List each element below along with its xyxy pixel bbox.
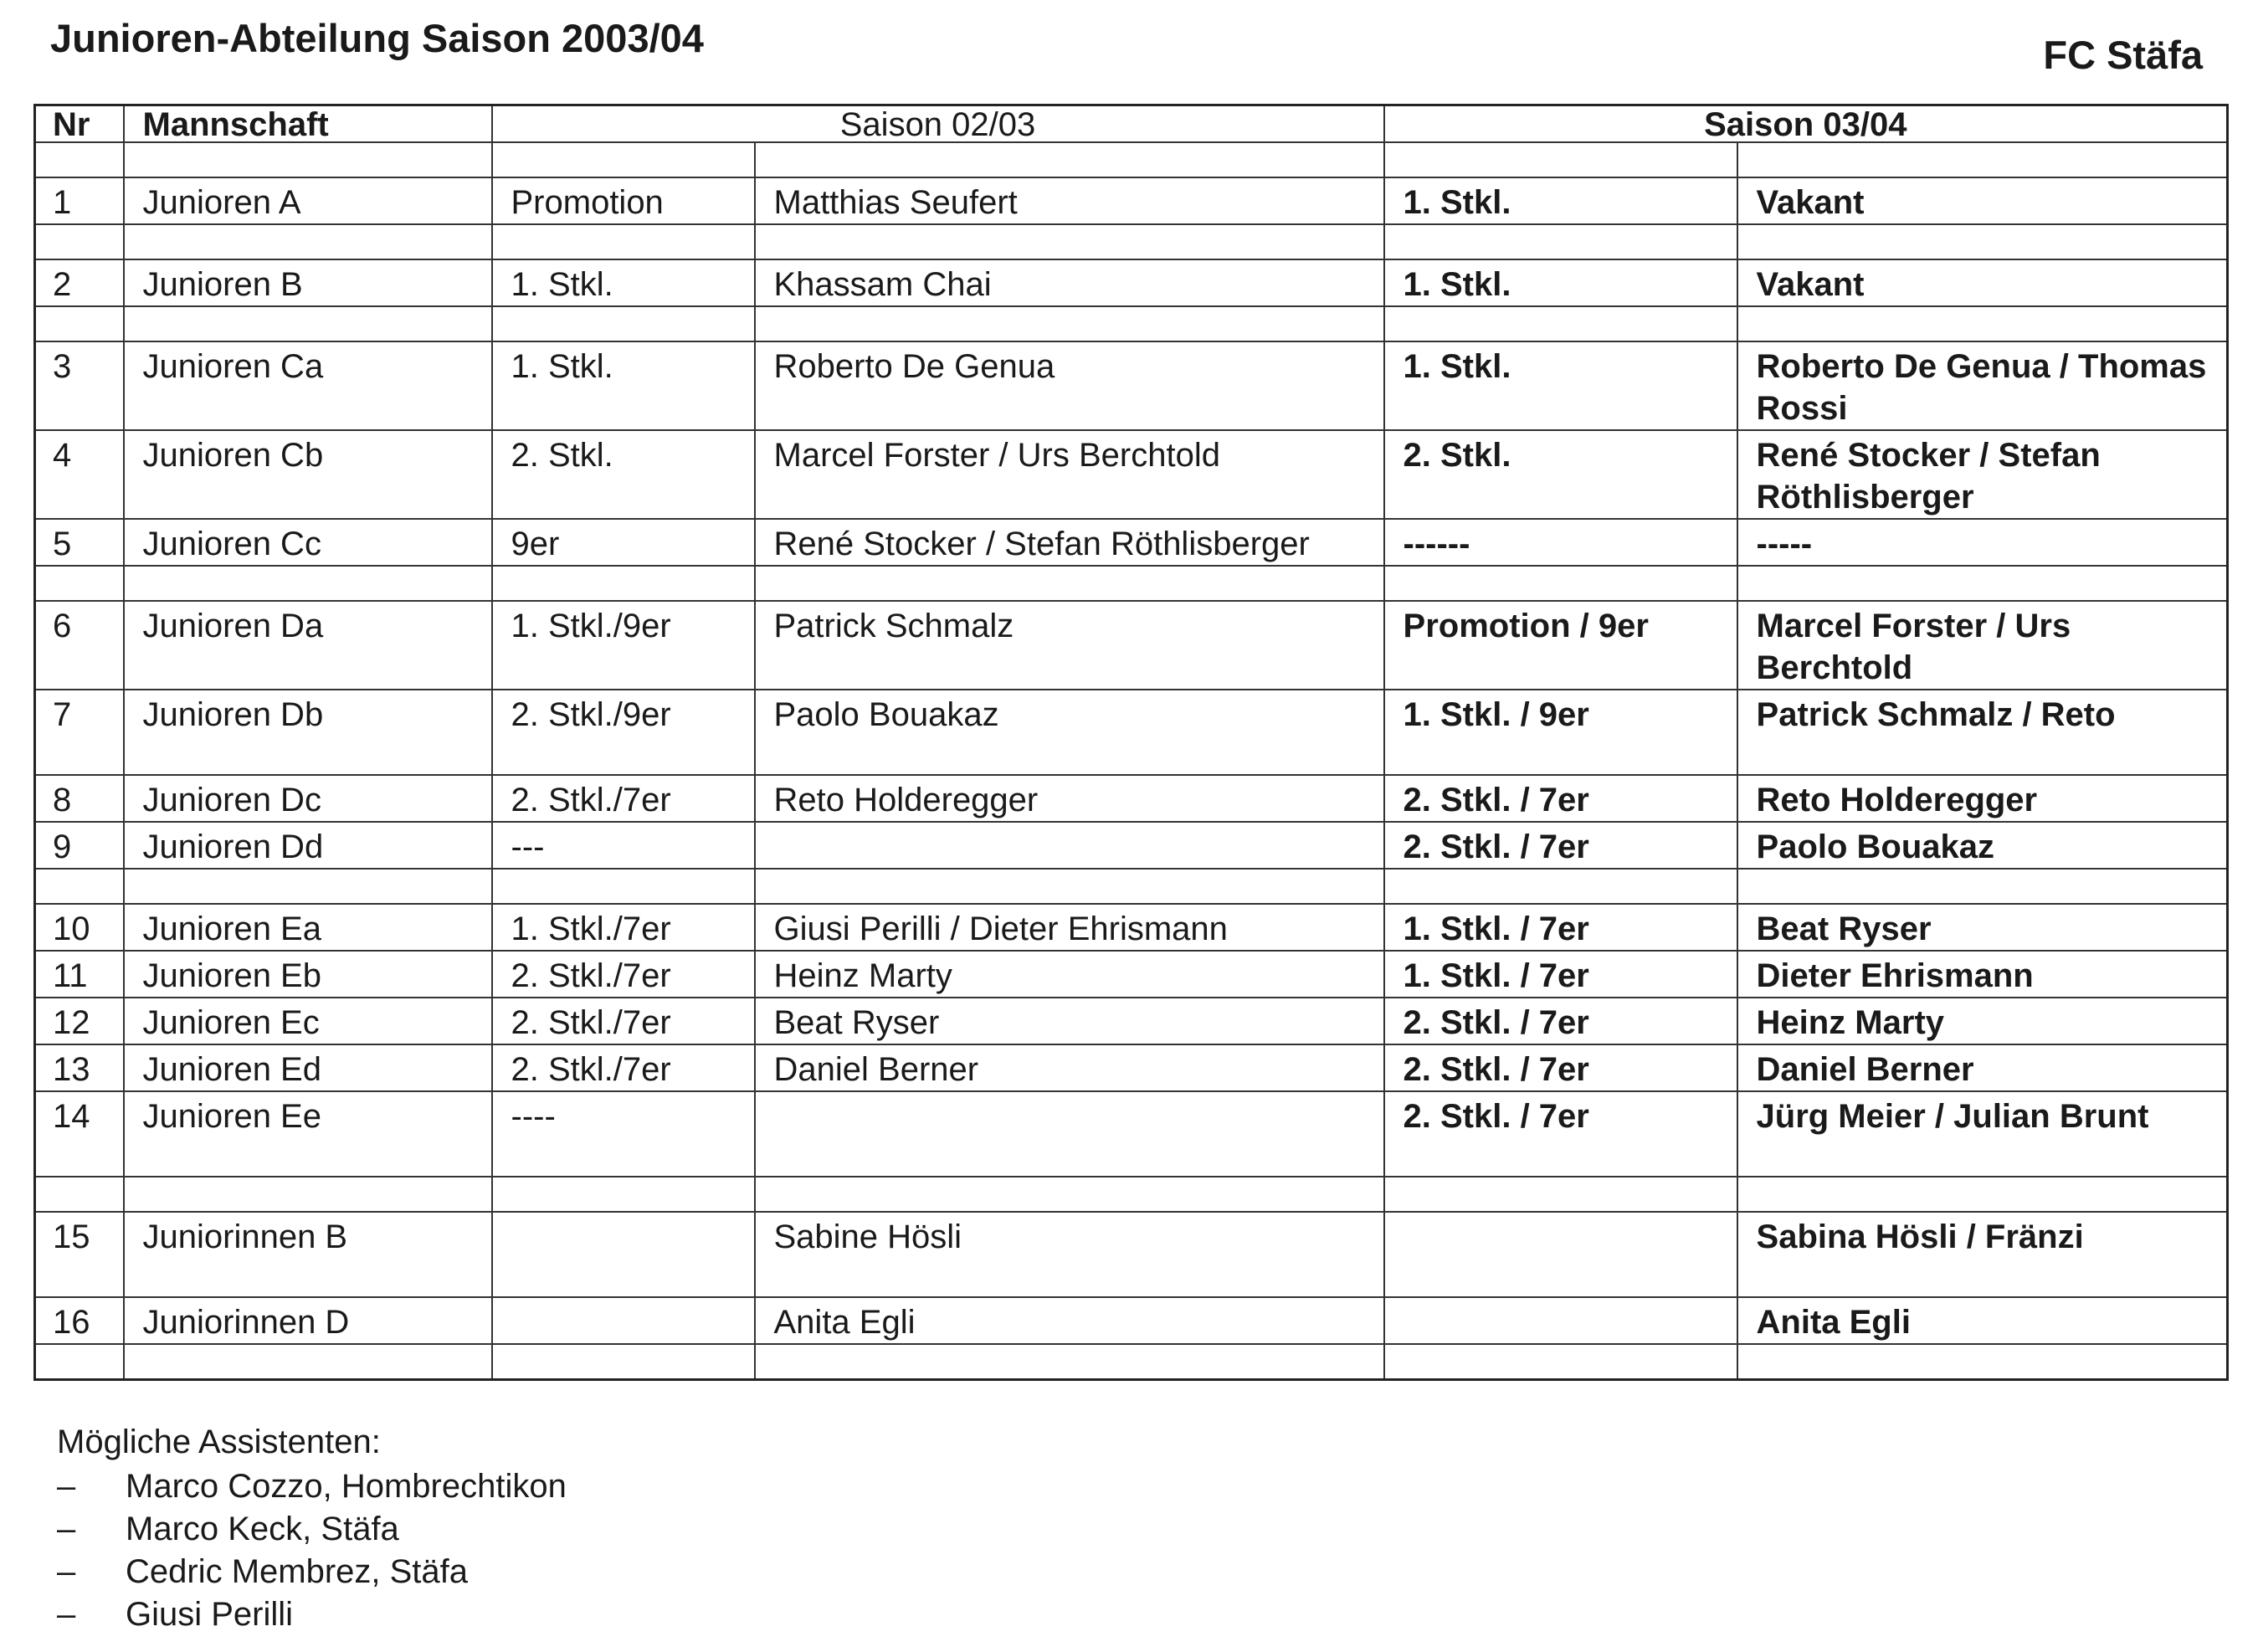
row-team: Junioren Ec: [124, 998, 492, 1044]
table-row: [35, 1297, 2228, 1344]
row-next-class: 2. Stkl. / 7er: [1384, 998, 1737, 1044]
empty-cell: [35, 1344, 124, 1380]
row-nr: 1: [35, 177, 124, 224]
empty-cell: [1737, 566, 2228, 601]
row-next-class: [1384, 1297, 1737, 1344]
row-team: Junioren Cc: [124, 519, 492, 566]
table-row: [35, 775, 2228, 822]
row-nr: 15: [35, 1212, 124, 1297]
empty-cell: [35, 306, 124, 341]
assistant-name: Marco Keck, Stäfa: [126, 1511, 399, 1547]
row-nr: 8: [35, 775, 124, 822]
row-prev-class: 2. Stkl./7er: [492, 951, 755, 998]
table-row: [35, 1091, 2228, 1177]
empty-cell: [1384, 142, 1737, 177]
row-prev-class: 2. Stkl./9er: [492, 690, 755, 775]
empty-cell: [1384, 566, 1737, 601]
assistant-item: [57, 1593, 567, 1636]
row-team: Junioren Ed: [124, 1044, 492, 1091]
row-prev-coach: Daniel Berner: [755, 1044, 1384, 1091]
club-name: FC Stäfa: [2043, 33, 2203, 77]
row-team: Junioren Dd: [124, 822, 492, 869]
list-dash: –: [57, 1553, 76, 1590]
row-next-coach: Marcel Forster / Urs Berchtold: [1737, 601, 2228, 690]
row-prev-class: ---: [492, 822, 755, 869]
row-prev-coach: Paolo Bouakaz: [755, 690, 1384, 775]
table-row: [35, 519, 2228, 566]
row-prev-class: 2. Stkl./7er: [492, 1044, 755, 1091]
row-prev-coach: Matthias Seufert: [755, 177, 1384, 224]
table-row: [35, 904, 2228, 951]
row-team: Junioren Da: [124, 601, 492, 690]
row-next-class: 2. Stkl. / 7er: [1384, 822, 1737, 869]
row-nr: 4: [35, 430, 124, 519]
row-nr: 13: [35, 1044, 124, 1091]
table-header-row: [35, 105, 2228, 143]
empty-cell: [1384, 869, 1737, 904]
empty-cell: [492, 142, 755, 177]
assistant-name: Giusi Perilli: [126, 1596, 294, 1633]
row-next-coach: Paolo Bouakaz: [1737, 822, 2228, 869]
row-next-class: 2. Stkl. / 7er: [1384, 775, 1737, 822]
row-team: Juniorinnen B: [124, 1212, 492, 1297]
row-prev-class: [492, 1297, 755, 1344]
empty-cell: [35, 142, 124, 177]
row-next-coach: Roberto De Genua / Thomas Rossi: [1737, 341, 2228, 430]
table-row: [35, 1044, 2228, 1091]
row-next-coach: Beat Ryser: [1737, 904, 2228, 951]
row-nr: 6: [35, 601, 124, 690]
table-row: [35, 601, 2228, 690]
row-nr: 12: [35, 998, 124, 1044]
table-row: [35, 341, 2228, 430]
empty-cell: [124, 224, 492, 259]
row-team: Junioren Db: [124, 690, 492, 775]
table-row: [35, 951, 2228, 998]
table-row: [35, 177, 2228, 224]
assistant-name: Cedric Membrez, Stäfa: [126, 1553, 469, 1590]
empty-cell: [1737, 1344, 2228, 1380]
empty-cell: [492, 306, 755, 341]
row-prev-class: 1. Stkl./7er: [492, 904, 755, 951]
row-team: Junioren Ee: [124, 1091, 492, 1177]
empty-cell: [1737, 224, 2228, 259]
row-next-class: 1. Stkl. / 7er: [1384, 904, 1737, 951]
assistant-name: Marco Cozzo, Hombrechtikon: [126, 1468, 567, 1505]
empty-cell: [124, 869, 492, 904]
row-team: Juniorinnen D: [124, 1297, 492, 1344]
empty-cell: [1737, 306, 2228, 341]
row-prev-coach: Khassam Chai: [755, 259, 1384, 306]
row-prev-class: [492, 1212, 755, 1297]
empty-cell: [1737, 1177, 2228, 1212]
empty-cell: [492, 869, 755, 904]
empty-cell: [124, 1177, 492, 1212]
spacer-row: [35, 224, 2228, 259]
row-next-class: 2. Stkl. / 7er: [1384, 1091, 1737, 1177]
row-prev-coach: Sabine Hösli: [755, 1212, 1384, 1297]
row-prev-coach: Anita Egli: [755, 1297, 1384, 1344]
row-nr: 2: [35, 259, 124, 306]
row-prev-coach: Heinz Marty: [755, 951, 1384, 998]
row-nr: 11: [35, 951, 124, 998]
header-nr: Nr: [35, 105, 124, 143]
team-roster-table: [33, 104, 2229, 1381]
row-prev-class: 2. Stkl./7er: [492, 775, 755, 822]
row-nr: 9: [35, 822, 124, 869]
assistant-item: [57, 1465, 567, 1508]
row-prev-class: Promotion: [492, 177, 755, 224]
row-next-class: 2. Stkl.: [1384, 430, 1737, 519]
row-prev-class: 1. Stkl.: [492, 259, 755, 306]
empty-cell: [1384, 1177, 1737, 1212]
assistant-item: [57, 1508, 567, 1551]
list-dash: –: [57, 1468, 76, 1505]
row-next-coach: Sabina Hösli / Fränzi: [1737, 1212, 2228, 1297]
row-next-class: 1. Stkl.: [1384, 177, 1737, 224]
table-row: [35, 259, 2228, 306]
row-team: Junioren B: [124, 259, 492, 306]
row-nr: 3: [35, 341, 124, 430]
empty-cell: [35, 224, 124, 259]
row-next-coach: Reto Holderegger: [1737, 775, 2228, 822]
row-next-coach: Vakant: [1737, 259, 2228, 306]
row-next-class: 1. Stkl.: [1384, 259, 1737, 306]
row-team: Junioren Eb: [124, 951, 492, 998]
empty-cell: [492, 224, 755, 259]
assistants-heading: Mögliche Assistenten:: [57, 1424, 381, 1460]
row-next-coach: Anita Egli: [1737, 1297, 2228, 1344]
empty-cell: [35, 869, 124, 904]
empty-cell: [755, 1344, 1384, 1380]
empty-cell: [755, 566, 1384, 601]
empty-cell: [1384, 306, 1737, 341]
row-prev-class: 1. Stkl./9er: [492, 601, 755, 690]
row-prev-coach: Roberto De Genua: [755, 341, 1384, 430]
row-prev-class: 2. Stkl./7er: [492, 998, 755, 1044]
table-row: [35, 430, 2228, 519]
row-prev-coach: [755, 822, 1384, 869]
list-dash: –: [57, 1596, 76, 1633]
row-prev-coach: René Stocker / Stefan Röthlisberger: [755, 519, 1384, 566]
empty-cell: [1384, 224, 1737, 259]
row-prev-coach: Marcel Forster / Urs Berchtold: [755, 430, 1384, 519]
row-prev-coach: Beat Ryser: [755, 998, 1384, 1044]
table-row: [35, 1212, 2228, 1297]
row-next-class: Promotion / 9er: [1384, 601, 1737, 690]
empty-cell: [1384, 1344, 1737, 1380]
empty-cell: [35, 1177, 124, 1212]
row-prev-coach: Reto Holderegger: [755, 775, 1384, 822]
empty-cell: [755, 224, 1384, 259]
header-team: Mannschaft: [124, 105, 492, 143]
row-prev-coach: Patrick Schmalz: [755, 601, 1384, 690]
row-next-class: [1384, 1212, 1737, 1297]
table-row: [35, 690, 2228, 775]
empty-cell: [492, 566, 755, 601]
empty-cell: [124, 1344, 492, 1380]
empty-cell: [124, 306, 492, 341]
page-title: Junioren-Abteilung Saison 2003/04: [50, 16, 704, 60]
empty-cell: [124, 142, 492, 177]
row-next-coach: Dieter Ehrismann: [1737, 951, 2228, 998]
row-next-coach: René Stocker / Stefan Röthlisberger: [1737, 430, 2228, 519]
empty-cell: [35, 566, 124, 601]
row-next-class: 2. Stkl. / 7er: [1384, 1044, 1737, 1091]
empty-cell: [755, 1177, 1384, 1212]
row-next-coach: Daniel Berner: [1737, 1044, 2228, 1091]
row-prev-coach: [755, 1091, 1384, 1177]
empty-cell: [1737, 869, 2228, 904]
row-next-coach: Patrick Schmalz / Reto: [1737, 690, 2228, 775]
row-prev-class: 1. Stkl.: [492, 341, 755, 430]
spacer-row: [35, 1344, 2228, 1380]
empty-cell: [492, 1344, 755, 1380]
possible-assistants: [57, 1421, 567, 1636]
spacer-row: [35, 1177, 2228, 1212]
row-team: Junioren Ea: [124, 904, 492, 951]
empty-cell: [492, 1177, 755, 1212]
list-dash: –: [57, 1511, 76, 1547]
row-next-class: 1. Stkl. / 9er: [1384, 690, 1737, 775]
row-nr: 10: [35, 904, 124, 951]
row-next-coach: Heinz Marty: [1737, 998, 2228, 1044]
row-next-coach: Vakant: [1737, 177, 2228, 224]
row-prev-coach: Giusi Perilli / Dieter Ehrismann: [755, 904, 1384, 951]
empty-cell: [755, 306, 1384, 341]
row-team: Junioren Dc: [124, 775, 492, 822]
row-next-class: ------: [1384, 519, 1737, 566]
row-next-class: 1. Stkl. / 7er: [1384, 951, 1737, 998]
empty-cell: [755, 869, 1384, 904]
empty-cell: [755, 142, 1384, 177]
row-next-coach: -----: [1737, 519, 2228, 566]
row-prev-class: 9er: [492, 519, 755, 566]
header-season-next: Saison 03/04: [1384, 105, 2228, 143]
row-next-class: 1. Stkl.: [1384, 341, 1737, 430]
row-prev-class: ----: [492, 1091, 755, 1177]
assistants-list: [57, 1465, 567, 1636]
spacer-row: [35, 869, 2228, 904]
row-nr: 14: [35, 1091, 124, 1177]
row-team: Junioren Cb: [124, 430, 492, 519]
row-nr: 16: [35, 1297, 124, 1344]
empty-cell: [1737, 142, 2228, 177]
row-nr: 5: [35, 519, 124, 566]
table-row: [35, 998, 2228, 1044]
table-row: [35, 822, 2228, 869]
empty-cell: [124, 566, 492, 601]
row-prev-class: 2. Stkl.: [492, 430, 755, 519]
row-nr: 7: [35, 690, 124, 775]
row-team: Junioren A: [124, 177, 492, 224]
spacer-row: [35, 306, 2228, 341]
spacer-row: [35, 566, 2228, 601]
row-team: Junioren Ca: [124, 341, 492, 430]
row-next-coach: Jürg Meier / Julian Brunt: [1737, 1091, 2228, 1177]
assistant-item: [57, 1551, 567, 1593]
spacer-row: [35, 142, 2228, 177]
header-season-prev: Saison 02/03: [492, 105, 1384, 143]
